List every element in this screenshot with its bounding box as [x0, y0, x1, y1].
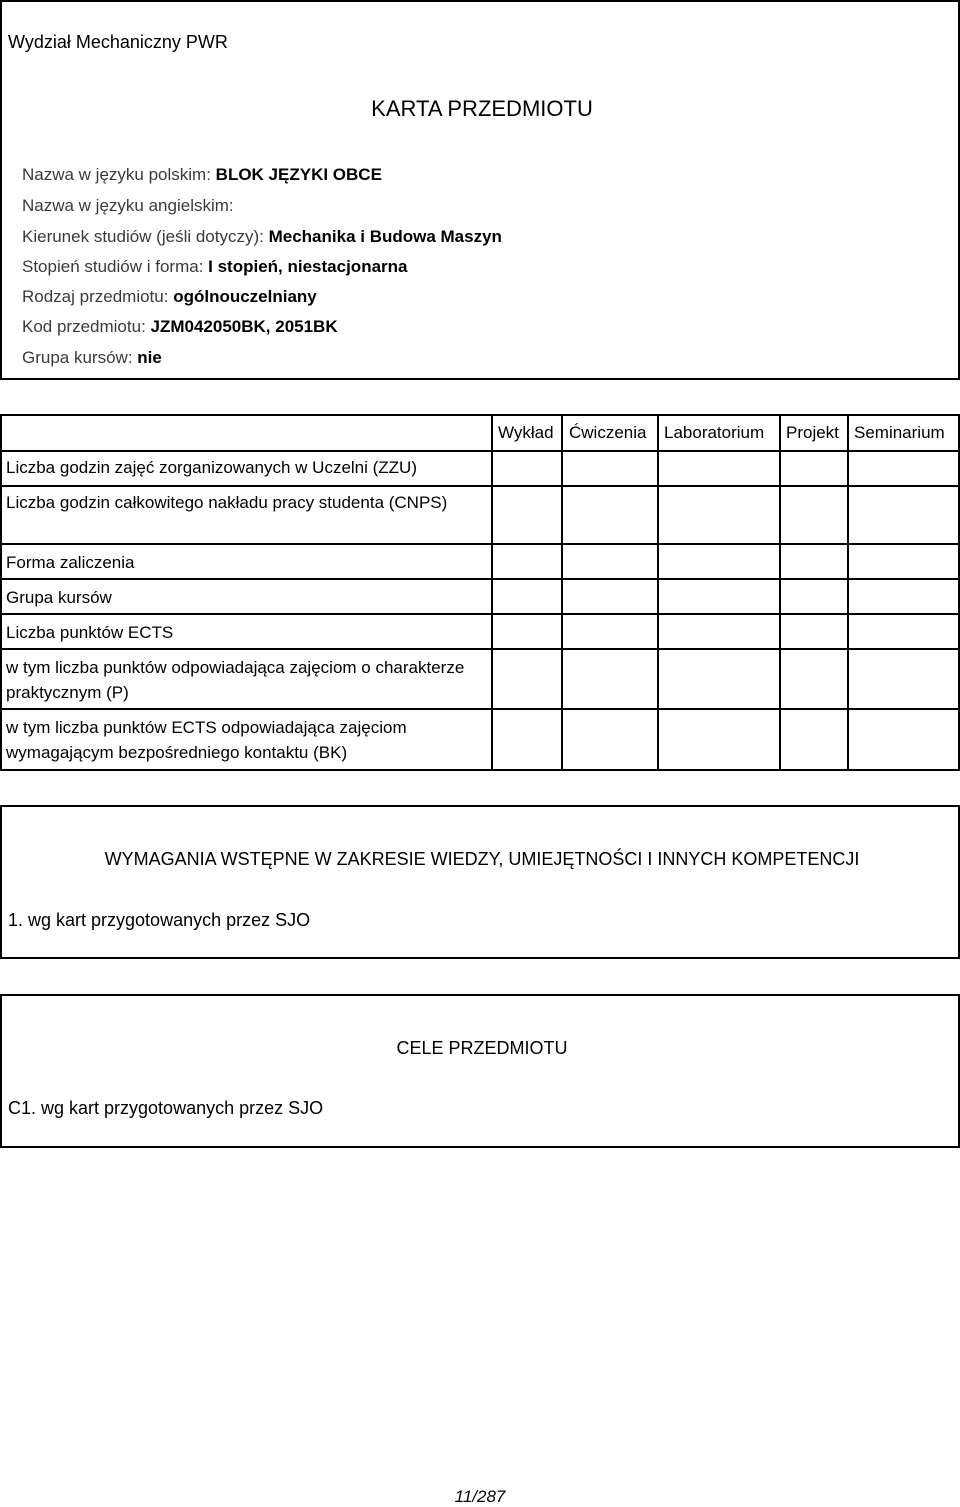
- row-label-ects-practical: w tym liczba punktów odpowiadająca zajęciom o charakterze praktycznym (P): [6, 658, 465, 702]
- prerequisite-item: 1. wg kart przygotowanych przez SJO: [8, 910, 311, 930]
- course-goals-section: [0, 994, 960, 1148]
- info-degree-form: [22, 257, 407, 277]
- info-value: nie: [137, 348, 162, 367]
- info-value: JZM042050BK, 2051BK: [150, 317, 338, 336]
- info-label: Kierunek studiów (jeśli dotyczy):: [22, 227, 269, 246]
- row-label-zzu: Liczba godzin zajęć zorganizowanych w Uczelni (ZZU): [6, 458, 417, 477]
- info-label: Grupa kursów:: [22, 348, 138, 367]
- info-label: Kod przedmiotu:: [22, 317, 151, 336]
- prerequisites-section: [0, 805, 960, 959]
- column-header-seminar: Seminarium: [854, 423, 945, 442]
- column-header-laboratory: Laboratorium: [664, 423, 765, 442]
- course-header: [0, 0, 960, 380]
- prerequisites-title: WYMAGANIA WSTĘPNE W ZAKRESIE WIEDZY, UMIEJĘTNOŚCI I INNYCH KOMPETENCJI: [104, 849, 860, 869]
- row-label-cnps: Liczba godzin całkowitego nakładu pracy studenta (CNPS): [6, 493, 448, 512]
- document-title: KARTA PRZEDMIOTU: [371, 96, 593, 121]
- info-name-en: [22, 196, 234, 216]
- info-value: BLOK JĘZYKI OBCE: [215, 165, 382, 184]
- column-header-project: Projekt: [786, 423, 839, 442]
- info-value: I stopień, niestacjonarna: [208, 257, 408, 276]
- row-label-assessment: Forma zaliczenia: [6, 553, 135, 572]
- info-name-pl: [22, 165, 382, 185]
- info-label: Nazwa w języku polskim:: [22, 165, 216, 184]
- row-label-course-group: Grupa kursów: [6, 588, 112, 607]
- info-course-group: [22, 348, 162, 368]
- page-number: 11/287: [454, 1487, 506, 1506]
- info-course-code: [22, 317, 338, 337]
- info-label: Nazwa w języku angielskim:: [22, 196, 234, 215]
- info-label: Rodzaj przedmiotu:: [22, 287, 174, 306]
- course-goals-title: CELE PRZEDMIOTU: [396, 1038, 568, 1058]
- column-header-exercises: Ćwiczenia: [569, 423, 647, 442]
- info-value: Mechanika i Budowa Maszyn: [268, 227, 502, 246]
- column-header-lecture: Wykład: [498, 423, 554, 442]
- info-course-type: [22, 287, 317, 307]
- row-label-ects-direct-contact: w tym liczba punktów ECTS odpowiadająca zajęciom wymagającym bezpośredniego kontaktu (BK): [6, 718, 407, 762]
- course-goal-item: C1. wg kart przygotowanych przez SJO: [8, 1098, 324, 1118]
- info-label: Stopień studiów i forma:: [22, 257, 209, 276]
- info-field-of-study: [22, 227, 502, 247]
- faculty-name: Wydział Mechaniczny PWR: [8, 32, 228, 52]
- info-value: ogólnouczelniany: [173, 287, 317, 306]
- row-label-ects: Liczba punktów ECTS: [6, 623, 174, 642]
